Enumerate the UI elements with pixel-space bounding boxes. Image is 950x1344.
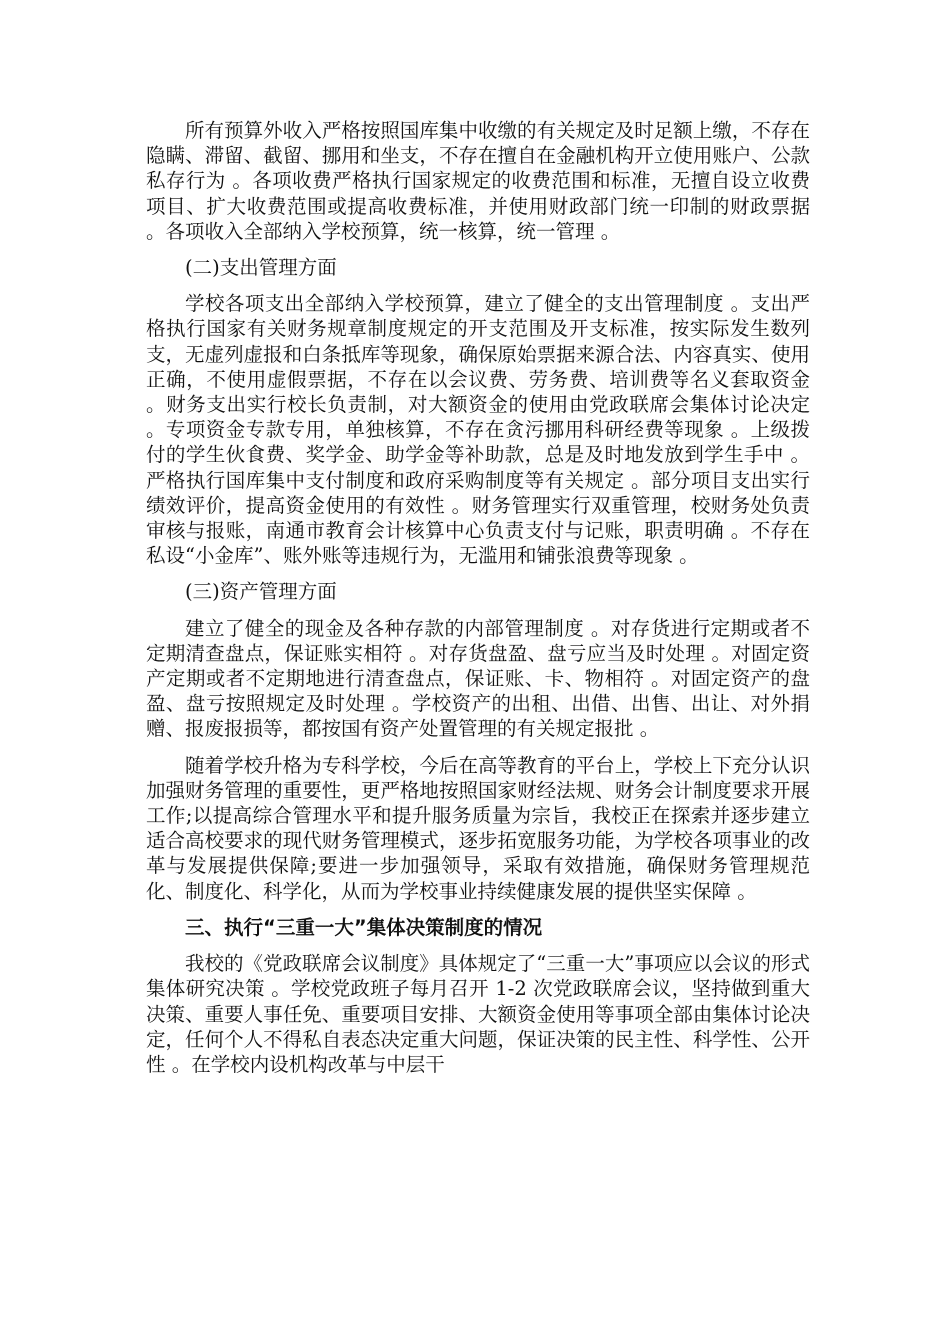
subheading-expenditure-management: (二)支出管理方面 bbox=[185, 256, 337, 280]
subheading-asset-management: (三)资产管理方面 bbox=[185, 580, 337, 604]
paragraph-revenue-management: 所有预算外收入严格按照国库集中收缴的有关规定及时足额上缴，不存在隐瞒、滞留、截留、挪用和坐支，不存在擅自在金融机构开立使用账户、公款私存行为 。各项收费严格执行国家规定的收费范围和标准，无擅自设立收费项目、扩大收费范围或提高收费标准，并使用财政部门统一印制的财政票据 。各项收入全部纳入学校预算，统一核算，统一管理 。 bbox=[146, 119, 810, 243]
document-page bbox=[146, 118, 810, 1088]
paragraph-future-outlook: 随着学校升格为专科学校，今后在高等教育的平台上，学校上下充分认识加强财务管理的重要性，更严格地按照国家财经法规、财务会计制度要求开展工作;以提高综合管理水平和提升服务质量为宗旨，我校正在探索并逐步建立适合高校要求的现代财务管理模式，逐步拓宽服务功能，为学校各项事业的改革与发展提供保障;要进一步加强领导，采取有效措施，确保财务管理规范化、制度化、科学化，从而为学校事业持续健康发展的提供坚实保障 。 bbox=[146, 753, 810, 903]
paragraph-expenditure-management: 学校各项支出全部纳入学校预算，建立了健全的支出管理制度 。支出严格执行国家有关财务规章制度规定的开支范围及开支标准，按实际发生数列支，无虚列虚报和白条抵库等现象，确保原始票据来源合法、内容真实、使用正确，不使用虚假票据，不存在以会议费、劳务费、培训费等名义套取资金 。财务支出实行校长负责制，对大额资金的使用由党政联席会集体讨论决定 。专项资金专款专用，单独核算，不存在贪污挪用科研经费等现象 。上级拨付的学生伙食费、奖学金、助学金等补助款，总是及时地发放到学生手中 。严格执行国库集中支付制度和政府采购制度等有关规定 。部分项目支出实行绩效评价，提高资金使用的有效性 。财务管理实行双重管理，校财务处负责审核与报账，南通市教育会计核算中心负责支付与记账，职责明确 。不存在私设“小金库”、账外账等违规行为，无滥用和铺张浪费等现象 。 bbox=[146, 292, 810, 568]
paragraph-collective-decision: 我校的《党政联席会议制度》具体规定了“三重一大”事项应以会议的形式集体研究决策 。学校党政班子每月召开 1-2 次党政联席会议，坚持做到重大决策、重要人事任免、重要项目安排、大额资金使用等事项全部由集体讨论决定，任何个人不得私自表态决定重大问题，保证决策的民主性、科学性、公开性 。在学校内设机构改革与中层干 bbox=[146, 952, 810, 1076]
paragraph-asset-management: 建立了健全的现金及各种存款的内部管理制度 。对存货进行定期或者不定期清查盘点，保证账实相符 。对存货盘盈、盘亏应当及时处理 。对固定资产定期或者不定期地进行清查盘点，保证账、卡、物相符 。对固定资产的盘盈、盘亏按照规定及时处理 。学校资产的出租、出借、出售、出让、对外捐赠、报废报损等，都按国有资产处置管理的有关规定报批 。 bbox=[146, 616, 810, 741]
section-heading-three-major-one-large: 三、执行“三重一大”集体决策制度的情况 bbox=[185, 915, 543, 939]
